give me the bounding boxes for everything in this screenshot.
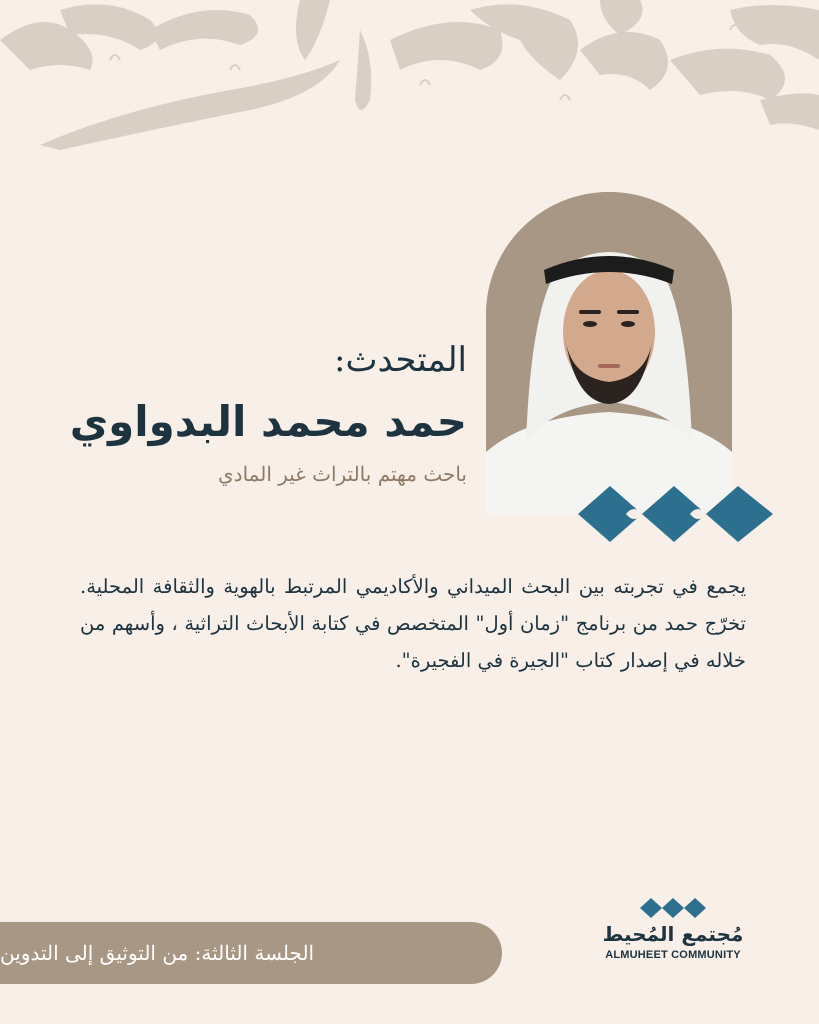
calligraphy-decoration (0, 0, 819, 160)
speaker-name: حمد محمد البدواوي (69, 397, 467, 446)
session-banner (0, 922, 502, 984)
logo-arabic-text: مُجتمع المُحيط (602, 922, 744, 946)
speaker-info (47, 338, 467, 490)
speaker-title: باحث مهتم بالتراث غير المادي (218, 462, 467, 486)
speaker-bio: يجمع في تجربته بين البحث الميداني والأكاديمي المرتبط بالهوية والثقافة المحلية. تخرّج حمد من برنامج "زمان أول" المتخصص في كتابة الأبحاث التراثية ، وأسهم من خلاله في إصدار كتاب "الجيرة في الفجيرة". (80, 575, 746, 672)
speaker-portrait (486, 192, 732, 514)
speaker-photo-illustration (486, 192, 732, 514)
speaker-label: المتحدث: (334, 340, 467, 380)
logo-english-text: ALMUHEET COMMUNITY (605, 949, 741, 961)
session-title: الجلسة الثالثة: من التوثيق إلى التدوين (0, 941, 315, 965)
almuheet-logo (588, 898, 758, 978)
logo-wave-icon (640, 898, 706, 918)
wave-motif (578, 486, 773, 542)
